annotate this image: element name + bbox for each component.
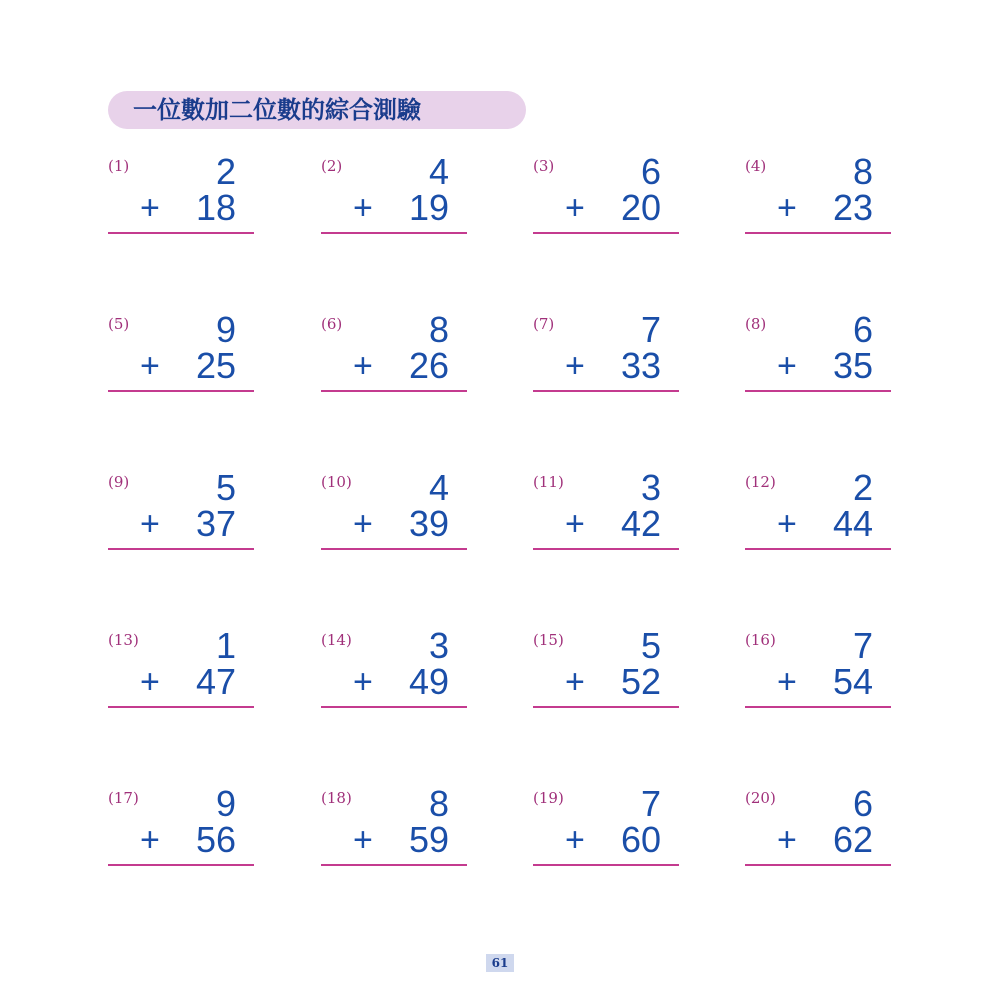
- problem-number: (8): [745, 315, 767, 333]
- addend-bottom: 60: [620, 819, 661, 860]
- answer-line: [533, 706, 679, 708]
- addend-bottom: 42: [620, 503, 661, 544]
- addend-top: 7: [852, 625, 873, 666]
- answer-line: [745, 232, 891, 234]
- addend-bottom: 59: [408, 819, 449, 860]
- problem-number: (14): [321, 631, 352, 649]
- addend-bottom: 62: [832, 819, 873, 860]
- plus-sign: +: [565, 347, 585, 385]
- addend-top: 2: [215, 151, 236, 192]
- problem-20: [745, 784, 891, 874]
- problem-number: (6): [321, 315, 343, 333]
- answer-line: [321, 706, 467, 708]
- plus-sign: +: [353, 505, 373, 543]
- problem-number: (19): [533, 789, 564, 807]
- plus-sign: +: [140, 821, 160, 859]
- plus-sign: +: [353, 189, 373, 227]
- plus-sign: +: [565, 189, 585, 227]
- addend-top: 8: [428, 783, 449, 824]
- addend-bottom: 33: [620, 345, 661, 386]
- answer-line: [321, 864, 467, 866]
- problem-number: (11): [533, 473, 564, 491]
- addend-bottom: 23: [832, 187, 873, 228]
- plus-sign: +: [565, 505, 585, 543]
- addend-top: 5: [215, 467, 236, 508]
- addend-bottom: 47: [195, 661, 236, 702]
- plus-sign: +: [777, 663, 797, 701]
- plus-sign: +: [140, 663, 160, 701]
- addend-top: 7: [640, 309, 661, 350]
- plus-sign: +: [140, 347, 160, 385]
- problem-3: [533, 152, 679, 242]
- problem-number: (17): [108, 789, 139, 807]
- problem-number: (16): [745, 631, 776, 649]
- addend-bottom: 18: [195, 187, 236, 228]
- problem-5: [108, 310, 254, 400]
- addend-bottom: 26: [408, 345, 449, 386]
- addend-top: 1: [215, 625, 236, 666]
- problem-11: [533, 468, 679, 558]
- addend-top: 2: [852, 467, 873, 508]
- problem-number: (10): [321, 473, 352, 491]
- addend-bottom: 56: [195, 819, 236, 860]
- addend-bottom: 37: [195, 503, 236, 544]
- answer-line: [745, 706, 891, 708]
- addend-top: 8: [852, 151, 873, 192]
- problem-10: [321, 468, 467, 558]
- problem-number: (20): [745, 789, 776, 807]
- addend-bottom: 49: [408, 661, 449, 702]
- addend-bottom: 52: [620, 661, 661, 702]
- problem-number: (3): [533, 157, 555, 175]
- answer-line: [321, 390, 467, 392]
- plus-sign: +: [140, 505, 160, 543]
- answer-line: [108, 548, 254, 550]
- problem-number: (18): [321, 789, 352, 807]
- addend-bottom: 20: [620, 187, 661, 228]
- plus-sign: +: [777, 505, 797, 543]
- answer-line: [108, 390, 254, 392]
- answer-line: [745, 390, 891, 392]
- problem-12: [745, 468, 891, 558]
- addend-bottom: 39: [408, 503, 449, 544]
- answer-line: [533, 548, 679, 550]
- addend-top: 6: [640, 151, 661, 192]
- addend-top: 9: [215, 783, 236, 824]
- plus-sign: +: [565, 663, 585, 701]
- answer-line: [533, 864, 679, 866]
- addend-top: 7: [640, 783, 661, 824]
- problem-16: [745, 626, 891, 716]
- addend-bottom: 19: [408, 187, 449, 228]
- answer-line: [321, 548, 467, 550]
- problem-1: [108, 152, 254, 242]
- addend-top: 3: [640, 467, 661, 508]
- addend-top: 3: [428, 625, 449, 666]
- problem-14: [321, 626, 467, 716]
- addend-top: 9: [215, 309, 236, 350]
- answer-line: [745, 864, 891, 866]
- problem-number: (7): [533, 315, 555, 333]
- problem-number: (9): [108, 473, 130, 491]
- problem-2: [321, 152, 467, 242]
- problem-6: [321, 310, 467, 400]
- plus-sign: +: [565, 821, 585, 859]
- problem-4: [745, 152, 891, 242]
- plus-sign: +: [777, 821, 797, 859]
- answer-line: [321, 232, 467, 234]
- addend-top: 6: [852, 783, 873, 824]
- page-title: 一位數加二位數的綜合測驗: [133, 96, 421, 124]
- problem-18: [321, 784, 467, 874]
- problem-number: (13): [108, 631, 139, 649]
- problem-15: [533, 626, 679, 716]
- addend-top: 5: [640, 625, 661, 666]
- answer-line: [108, 864, 254, 866]
- addend-top: 8: [428, 309, 449, 350]
- problem-19: [533, 784, 679, 874]
- page-number: 61: [486, 954, 514, 972]
- problem-number: (4): [745, 157, 767, 175]
- problem-8: [745, 310, 891, 400]
- addend-bottom: 35: [832, 345, 873, 386]
- answer-line: [745, 548, 891, 550]
- answer-line: [533, 390, 679, 392]
- plus-sign: +: [353, 663, 373, 701]
- problem-number: (15): [533, 631, 564, 649]
- answer-line: [108, 706, 254, 708]
- problem-7: [533, 310, 679, 400]
- addend-top: 4: [428, 467, 449, 508]
- plus-sign: +: [353, 821, 373, 859]
- answer-line: [108, 232, 254, 234]
- problem-number: (12): [745, 473, 776, 491]
- addend-bottom: 25: [195, 345, 236, 386]
- addend-top: 4: [428, 151, 449, 192]
- problem-9: [108, 468, 254, 558]
- problem-number: (2): [321, 157, 343, 175]
- plus-sign: +: [353, 347, 373, 385]
- problem-number: (1): [108, 157, 130, 175]
- plus-sign: +: [777, 347, 797, 385]
- plus-sign: +: [777, 189, 797, 227]
- problem-number: (5): [108, 315, 130, 333]
- problem-17: [108, 784, 254, 874]
- problem-13: [108, 626, 254, 716]
- answer-line: [533, 232, 679, 234]
- plus-sign: +: [140, 189, 160, 227]
- addend-top: 6: [852, 309, 873, 350]
- addend-bottom: 54: [832, 661, 873, 702]
- addend-bottom: 44: [832, 503, 873, 544]
